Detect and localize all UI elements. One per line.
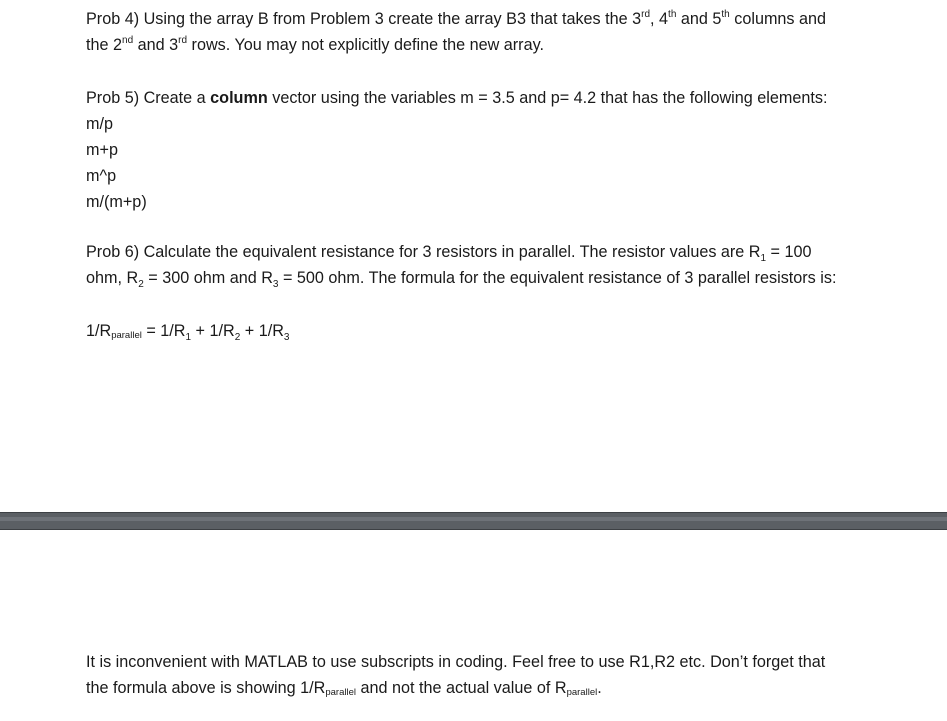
matlab-note-line-1: It is inconvenient with MATLAB to use subscripts in coding. Feel free to use R1,R2 etc. Don’t forget that (86, 653, 826, 671)
problem-5-element: m/p (86, 115, 113, 133)
document-page-2 (0, 530, 947, 721)
problem-5-element: m/(m+p) (86, 193, 147, 211)
problem-5 (86, 85, 906, 215)
problem-6-line-1: Prob 6) Calculate the equivalent resistance for 3 resistors in parallel. The resistor values are $R_1 = 100$ (86, 243, 812, 265)
problem-4 (86, 6, 906, 58)
parallel-resistance-formula: 1/Rparallel = $1/R_1 + 1/R_2 + 1/R_3$ (86, 322, 290, 344)
problem-4-line-2: the 2nd and 3rd rows. You may not explicitly define the new array. (86, 34, 544, 54)
problem-6 (86, 239, 906, 291)
matlab-note (86, 649, 906, 701)
problem-5-line-1: Prob 5) Create a column vector using the variables m = 3.5 and p= 4.2 that has the following elements: (86, 89, 828, 107)
problem-5-element: m+p (86, 141, 118, 159)
problem-6-line-2: ohm, $R_2 = 300$ ohm and $R_3 = 500$ ohm. The formula for the equivalent resistance of 3 parallel resistors is: (86, 269, 837, 291)
matlab-note-line-2: the formula above is showing 1/Rparallel and not the actual value of Rparallel. (86, 679, 602, 698)
problem-5-element: m^p (86, 167, 117, 185)
page-separator (0, 512, 947, 530)
problem-4-line-1: Prob 4) Using the array B from Problem 3 create the array B3 that takes the 3rd, 4th and 5th columns and (86, 8, 827, 28)
